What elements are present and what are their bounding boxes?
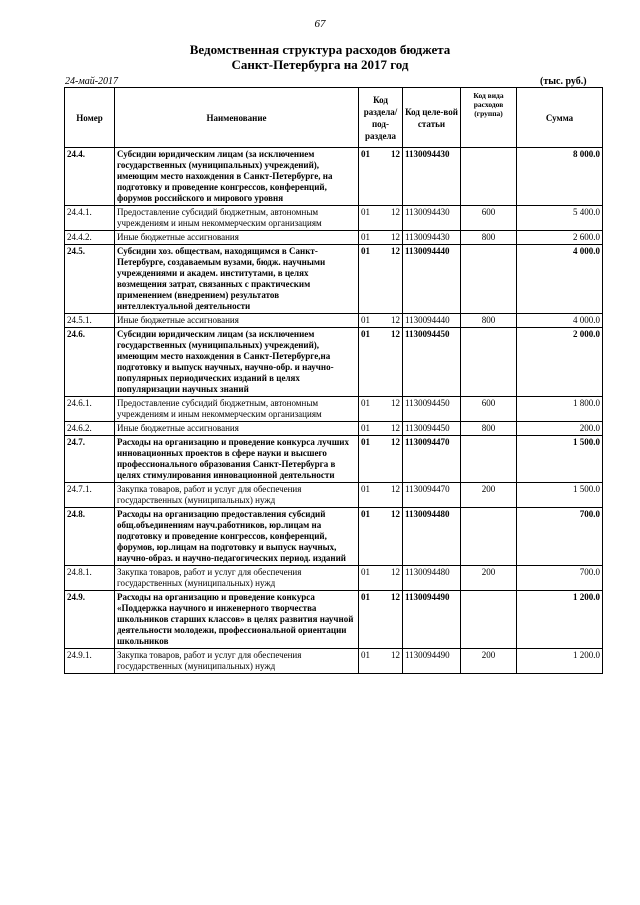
subsection-code: 12 xyxy=(391,232,400,242)
row-name: Субсидии хоз. обществам, находящимся в Санкт-Петербурге, создаваемым вузами, бюдж. научными учреждениями и академ. институтами, в целях возмещения затрат, связанных с практическим применением (внедрением) результатов интеллектуальной деятельности xyxy=(115,245,359,314)
subsection-code: 12 xyxy=(391,246,400,256)
section-code: 01 xyxy=(361,567,370,577)
section-code: 01 xyxy=(361,509,370,519)
row-name: Иные бюджетные ассигнования xyxy=(115,314,359,328)
table-row xyxy=(65,483,603,508)
document-title xyxy=(0,42,640,72)
row-section-code xyxy=(359,483,403,508)
row-sum: 700.0 xyxy=(517,508,603,566)
row-kind-code xyxy=(461,245,517,314)
section-code: 01 xyxy=(361,650,370,660)
row-name: Расходы на организацию предоставления субсидий общ.объединениям науч.работников, юр.лицам на подготовку и проведение конгрессов, конференций, форумов, юр.лицам на подготовку и выпуск научных, научно-образ. и научно-педагогических период. изданий xyxy=(115,508,359,566)
row-section-code xyxy=(359,649,403,674)
units-label: (тыс. руб.) xyxy=(540,76,587,87)
row-target-code: 1130094470 xyxy=(403,436,461,483)
row-name: Закупка товаров, работ и услуг для обеспечения государственных (муниципальных) нужд xyxy=(115,483,359,508)
table-row xyxy=(65,245,603,314)
row-target-code: 1130094450 xyxy=(403,328,461,397)
header-sum: Сумма xyxy=(517,88,603,148)
row-section-code xyxy=(359,206,403,231)
section-code: 01 xyxy=(361,398,370,408)
row-target-code: 1130094440 xyxy=(403,314,461,328)
section-code-pair xyxy=(361,232,400,243)
table-row xyxy=(65,231,603,245)
row-sum: 2 600.0 xyxy=(517,231,603,245)
row-number: 24.4. xyxy=(65,148,115,206)
row-kind-code: 800 xyxy=(461,422,517,436)
row-number: 24.6. xyxy=(65,328,115,397)
page-number: 67 xyxy=(314,18,326,30)
row-number: 24.8. xyxy=(65,508,115,566)
row-target-code: 1130094430 xyxy=(403,148,461,206)
row-sum: 5 400.0 xyxy=(517,206,603,231)
subsection-code: 12 xyxy=(391,207,400,217)
row-number: 24.6.2. xyxy=(65,422,115,436)
row-target-code: 1130094480 xyxy=(403,508,461,566)
row-sum: 2 000.0 xyxy=(517,328,603,397)
table-row xyxy=(65,397,603,422)
section-code: 01 xyxy=(361,329,370,339)
table-row xyxy=(65,206,603,231)
subsection-code: 12 xyxy=(391,398,400,408)
header-name: Наименование xyxy=(115,88,359,148)
header-number: Номер xyxy=(65,88,115,148)
row-kind-code xyxy=(461,328,517,397)
document-date: 24-май-2017 xyxy=(65,76,119,87)
section-code: 01 xyxy=(361,315,370,325)
row-target-code: 1130094490 xyxy=(403,591,461,649)
row-name: Предоставление субсидий бюджетным, автономным учреждениям и иным некоммерческим организациям xyxy=(115,397,359,422)
section-code-pair xyxy=(361,592,400,603)
subsection-code: 12 xyxy=(391,509,400,519)
row-sum: 4 000.0 xyxy=(517,245,603,314)
row-kind-code: 200 xyxy=(461,649,517,674)
section-code-pair xyxy=(361,437,400,448)
row-name: Иные бюджетные ассигнования xyxy=(115,422,359,436)
row-section-code xyxy=(359,245,403,314)
row-kind-code: 800 xyxy=(461,231,517,245)
row-target-code: 1130094450 xyxy=(403,397,461,422)
row-target-code: 1130094430 xyxy=(403,231,461,245)
row-name: Иные бюджетные ассигнования xyxy=(115,231,359,245)
row-name: Субсидии юридическим лицам (за исключением государственных (муниципальных) учреждений), имеющим место нахождения в Санкт-Петербурге, на подготовку и проведение конгрессов, конференций, форумов российского и мирового уровня xyxy=(115,148,359,206)
table-row xyxy=(65,148,603,206)
row-number: 24.4.2. xyxy=(65,231,115,245)
table-row xyxy=(65,328,603,397)
section-code-pair xyxy=(361,509,400,520)
row-section-code xyxy=(359,148,403,206)
row-sum: 700.0 xyxy=(517,566,603,591)
title-line-1: Ведомственная структура расходов бюджета xyxy=(189,42,451,57)
row-name: Предоставление субсидий бюджетным, автономным учреждениям и иным некоммерческим организациям xyxy=(115,206,359,231)
row-sum: 1 200.0 xyxy=(517,591,603,649)
row-number: 24.5.1. xyxy=(65,314,115,328)
section-code: 01 xyxy=(361,149,370,159)
table-row xyxy=(65,422,603,436)
row-kind-code: 200 xyxy=(461,566,517,591)
row-target-code: 1130094440 xyxy=(403,245,461,314)
row-name: Закупка товаров, работ и услуг для обеспечения государственных (муниципальных) нужд xyxy=(115,566,359,591)
row-target-code: 1130094470 xyxy=(403,483,461,508)
section-code: 01 xyxy=(361,437,370,447)
row-number: 24.5. xyxy=(65,245,115,314)
table-row xyxy=(65,649,603,674)
row-sum: 1 500.0 xyxy=(517,436,603,483)
row-target-code: 1130094480 xyxy=(403,566,461,591)
row-number: 24.4.1. xyxy=(65,206,115,231)
row-name: Закупка товаров, работ и услуг для обеспечения государственных (муниципальных) нужд xyxy=(115,649,359,674)
section-code-pair xyxy=(361,207,400,218)
row-section-code xyxy=(359,508,403,566)
row-sum: 1 800.0 xyxy=(517,397,603,422)
row-kind-code: 200 xyxy=(461,483,517,508)
row-sum: 1 200.0 xyxy=(517,649,603,674)
row-section-code xyxy=(359,566,403,591)
table-header-row xyxy=(65,88,603,148)
subsection-code: 12 xyxy=(391,315,400,325)
section-code-pair xyxy=(361,423,400,434)
section-code-pair xyxy=(361,567,400,578)
section-code-pair xyxy=(361,149,400,160)
row-target-code: 1130094490 xyxy=(403,649,461,674)
row-number: 24.8.1. xyxy=(65,566,115,591)
row-section-code xyxy=(359,314,403,328)
row-sum: 4 000.0 xyxy=(517,314,603,328)
subsection-code: 12 xyxy=(391,437,400,447)
section-code: 01 xyxy=(361,246,370,256)
subsection-code: 12 xyxy=(391,567,400,577)
row-target-code: 1130094450 xyxy=(403,422,461,436)
row-number: 24.7. xyxy=(65,436,115,483)
row-section-code xyxy=(359,422,403,436)
section-code-pair xyxy=(361,650,400,661)
section-code-pair xyxy=(361,484,400,495)
row-kind-code xyxy=(461,591,517,649)
table-row xyxy=(65,508,603,566)
row-kind-code: 600 xyxy=(461,206,517,231)
subsection-code: 12 xyxy=(391,484,400,494)
header-section-code: Код раздела/ под-раздела xyxy=(359,88,403,148)
section-code: 01 xyxy=(361,592,370,602)
section-code-pair xyxy=(361,329,400,340)
row-sum: 200.0 xyxy=(517,422,603,436)
section-code: 01 xyxy=(361,232,370,242)
section-code: 01 xyxy=(361,423,370,433)
row-number: 24.6.1. xyxy=(65,397,115,422)
header-target-code: Код целе-вой статьи xyxy=(403,88,461,148)
row-sum: 1 500.0 xyxy=(517,483,603,508)
section-code: 01 xyxy=(361,484,370,494)
section-code-pair xyxy=(361,246,400,257)
row-section-code xyxy=(359,397,403,422)
subsection-code: 12 xyxy=(391,423,400,433)
row-name: Расходы на организацию и проведение конкурса лучших инновационных проектов в сфере науки и высшего профессионального образования Санкт-Петербурга в целях стимулирования инновационной деятельности xyxy=(115,436,359,483)
table-row xyxy=(65,314,603,328)
section-code-pair xyxy=(361,315,400,326)
row-target-code: 1130094430 xyxy=(403,206,461,231)
subsection-code: 12 xyxy=(391,149,400,159)
row-section-code xyxy=(359,231,403,245)
subsection-code: 12 xyxy=(391,592,400,602)
row-kind-code xyxy=(461,508,517,566)
row-name: Расходы на организацию и проведение конкурса «Поддержка научного и инженерного творчества школьников старших классов» в целях развития научной деятельности молодежи, профессиональной ориентации школьников xyxy=(115,591,359,649)
row-number: 24.7.1. xyxy=(65,483,115,508)
row-section-code xyxy=(359,436,403,483)
section-code: 01 xyxy=(361,207,370,217)
row-kind-code xyxy=(461,436,517,483)
table-row xyxy=(65,591,603,649)
row-kind-code: 600 xyxy=(461,397,517,422)
row-kind-code: 800 xyxy=(461,314,517,328)
header-kind-code: Код вида расходов (группа) xyxy=(461,88,517,148)
section-code-pair xyxy=(361,398,400,409)
subsection-code: 12 xyxy=(391,650,400,660)
row-name: Субсидии юридическим лицам (за исключением государственных (муниципальных) учреждений), имеющим место нахождения в Санкт-Петербурге,на подготовку и выпуск научных, научно-обр. и научно-популярных периодических изданий в целях популяризации научных знаний xyxy=(115,328,359,397)
row-section-code xyxy=(359,591,403,649)
title-line-2: Санкт-Петербурга на 2017 год xyxy=(231,57,409,72)
row-number: 24.9.1. xyxy=(65,649,115,674)
expense-table xyxy=(64,87,603,674)
row-kind-code xyxy=(461,148,517,206)
table-row xyxy=(65,566,603,591)
table-row xyxy=(65,436,603,483)
subsection-code: 12 xyxy=(391,329,400,339)
row-number: 24.9. xyxy=(65,591,115,649)
row-sum: 8 000.0 xyxy=(517,148,603,206)
row-section-code xyxy=(359,328,403,397)
